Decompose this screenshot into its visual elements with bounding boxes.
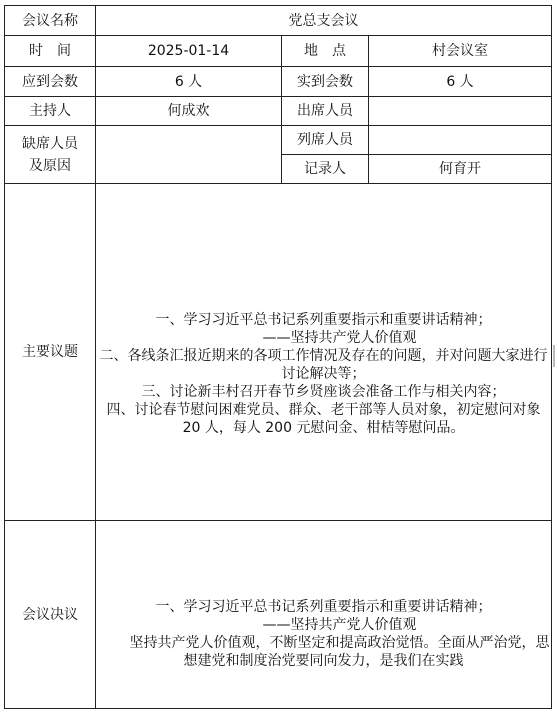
meeting-name-label: 会议名称 xyxy=(5,6,96,36)
place-value: 村会议室 xyxy=(369,36,552,67)
absent-value xyxy=(96,126,282,184)
row-time-place xyxy=(5,36,552,67)
meeting-minutes-table xyxy=(4,5,552,709)
attendees-value xyxy=(369,97,552,126)
page-edge-mark xyxy=(553,345,555,367)
agenda-item-1: 一、学习习近平总书记系列重要指示和重要讲话精神； xyxy=(155,311,492,328)
attendees-label: 出席人员 xyxy=(282,97,369,126)
absent-label xyxy=(5,126,96,184)
agenda-item-4: 四、讨论春节慰问困难党员、群众、老干部等人员对象，初定慰问对象 20 人，每人 200 元慰问金、柑桔等慰问品。 xyxy=(106,401,541,436)
absent-label-line1: 缺席人员 xyxy=(22,135,78,152)
agenda-item-2: 二、各线条汇报近期来的各项工作情况及存在的问题，并对问题大家进行讨论解决等； xyxy=(99,347,548,382)
resolution-item-body: 坚持共产党人价值观，不断坚定和提高政治觉悟。全面从严治党，思想建党和制度治党要同向发力，是我们在实践 xyxy=(129,634,550,669)
resolution-item-1-sub: ——坚持共产党人价值观 xyxy=(262,616,417,633)
agenda-content xyxy=(96,184,552,521)
agenda-item-1-sub: ——坚持共产党人价值观 xyxy=(262,329,417,346)
row-agenda xyxy=(5,184,552,521)
row-host-attendees xyxy=(5,97,552,126)
actual-count-value: 6 人 xyxy=(369,67,552,97)
resolution-item-1: 一、学习习近平总书记系列重要指示和重要讲话精神； xyxy=(155,598,492,615)
resolution-content xyxy=(96,521,552,709)
row-attendance-count xyxy=(5,67,552,97)
row-resolution xyxy=(5,521,552,709)
expected-count-label: 应到会数 xyxy=(5,67,96,97)
row-meeting-name xyxy=(5,6,552,36)
agenda-item-3: 三、讨论新丰村召开春节乡贤座谈会准备工作与相关内容； xyxy=(141,383,506,400)
nonvoting-value xyxy=(369,126,552,155)
host-label: 主持人 xyxy=(5,97,96,126)
row-nonvoting xyxy=(5,126,552,155)
meeting-name-value: 党总支会议 xyxy=(96,6,552,36)
host-value: 何成欢 xyxy=(96,97,282,126)
recorder-label: 记录人 xyxy=(282,155,369,184)
recorder-value: 何育开 xyxy=(369,155,552,184)
nonvoting-label: 列席人员 xyxy=(282,126,369,155)
agenda-label: 主要议题 xyxy=(5,184,96,521)
resolution-label: 会议决议 xyxy=(5,521,96,709)
time-value: 2025-01-14 xyxy=(96,36,282,67)
time-label: 时 间 xyxy=(5,36,96,67)
place-label: 地 点 xyxy=(282,36,369,67)
actual-count-label: 实到会数 xyxy=(282,67,369,97)
absent-label-line2: 及原因 xyxy=(29,157,71,174)
expected-count-value: 6 人 xyxy=(96,67,282,97)
